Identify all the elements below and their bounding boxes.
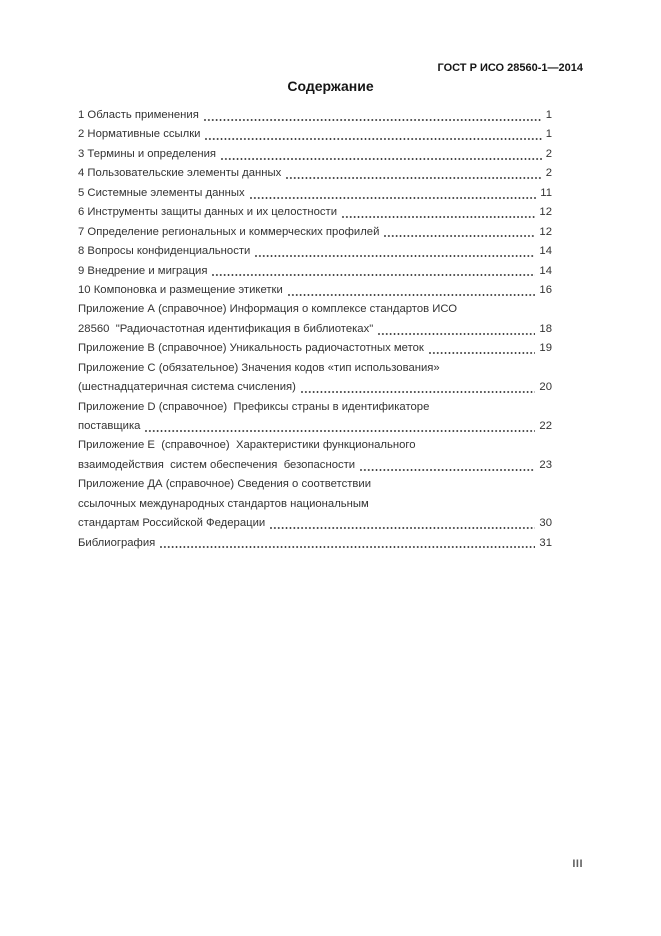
toc-entry-text: 7 Определение региональных и коммерческих профилей [78, 225, 380, 238]
toc-page-number: 2 [545, 147, 552, 160]
toc-entry [78, 300, 552, 319]
toc-entry-text: (шестнадцатеричная система счисления) [78, 381, 296, 394]
toc-leader-dots [212, 274, 535, 276]
toc-entry [78, 125, 552, 144]
toc-leader-dots [204, 119, 542, 121]
toc-entry [78, 320, 552, 339]
toc-page-number: 20 [539, 381, 552, 394]
toc-page-number: 2 [545, 167, 552, 180]
toc-page-number: 14 [539, 264, 552, 277]
toc-leader-dots [384, 235, 535, 237]
toc-entry [78, 242, 552, 261]
toc-entry [78, 417, 552, 436]
toc-entry-text: Приложение Е (справочное) Характеристики функционального [78, 439, 416, 452]
toc-leader-dots [205, 138, 541, 140]
toc-entry-text: Приложение В (справочное) Уникальность радиочастотных меток [78, 342, 424, 355]
toc-leader-dots [378, 333, 535, 335]
toc-leader-dots [255, 255, 535, 257]
toc-leader-dots [360, 469, 535, 471]
toc-entry-text: 9 Внедрение и миграция [78, 264, 208, 277]
toc-leader-dots [250, 197, 537, 199]
toc-entry [78, 184, 552, 203]
toc-page-number: 19 [539, 342, 552, 355]
toc-entry [78, 145, 552, 164]
toc-entry-text: 1 Область применения [78, 109, 199, 121]
footer-page-number: III [572, 858, 583, 870]
toc-page-number: 12 [539, 206, 552, 219]
toc-page-number: 18 [539, 322, 552, 335]
toc-page-number: 1 [545, 128, 552, 141]
toc-leader-dots [270, 527, 535, 529]
toc-entry [78, 359, 552, 378]
toc-entry [78, 106, 552, 125]
toc-page-number: 16 [539, 283, 552, 296]
toc-entry-text: Приложение А (справочное) Информация о комплексе стандартов ИСО [78, 303, 458, 316]
toc-entry-text: 3 Термины и определения [78, 147, 217, 160]
toc-entry-text: ссылочных международных стандартов национальным [78, 497, 369, 510]
toc-page-number: 23 [539, 458, 552, 471]
toc-leader-dots [286, 177, 541, 179]
toc-page-number: 31 [539, 536, 552, 549]
toc-page-number: 12 [539, 225, 552, 238]
toc-entry [78, 262, 552, 281]
toc-entry [78, 436, 552, 455]
toc-leader-dots [301, 391, 535, 393]
toc-entry-text: стандартам Российской Федерации [78, 517, 266, 530]
toc-entry-text: поставщика [78, 420, 141, 432]
toc-entry-text: 8 Вопросы конфиденциальности [78, 245, 251, 258]
toc-entry [78, 475, 552, 494]
toc-entry [78, 203, 552, 222]
toc-leader-dots [288, 294, 536, 296]
toc-entry [78, 339, 552, 358]
toc-leader-dots [160, 546, 535, 548]
toc-page-number: 22 [539, 420, 552, 432]
toc-entry [78, 378, 552, 397]
toc-entry [78, 495, 552, 514]
toc-entry [78, 164, 552, 183]
toc-list [78, 106, 552, 553]
toc-page-number: 11 [540, 186, 552, 199]
toc-entry-text: Приложение ДА (справочное) Сведения о соответствии [78, 478, 372, 491]
toc-entry-text: Библиография [78, 536, 156, 549]
toc-entry-text: 2 Нормативные ссылки [78, 128, 201, 141]
toc-leader-dots [429, 352, 536, 354]
toc-entry-text: Приложение D (справочное) Префиксы страны в идентификаторе [78, 400, 430, 413]
toc-leader-dots [221, 158, 542, 160]
toc-leader-dots [145, 430, 535, 432]
page-title: Содержание [287, 78, 374, 94]
toc-entry-text: 6 Инструменты защиты данных и их целостности [78, 206, 338, 219]
toc-page-number: 14 [539, 245, 552, 258]
toc-leader-dots [342, 216, 535, 218]
toc-entry-text: 5 Системные элементы данных [78, 186, 245, 199]
toc-entry [78, 514, 552, 533]
toc-entry [78, 281, 552, 300]
toc-entry-text: взаимодействия систем обеспечения безопасности [78, 458, 356, 471]
toc-page-number: 1 [545, 109, 552, 121]
toc-entry [78, 456, 552, 475]
standard-designation: ГОСТ Р ИСО 28560-1—2014 [437, 62, 583, 74]
toc-page-number: 30 [539, 517, 552, 530]
toc-entry [78, 534, 552, 553]
toc-entry-text: 28560 "Радиочастотная идентификация в библиотеках" [78, 322, 374, 335]
toc-entry [78, 223, 552, 242]
toc-entry-text: Приложение С (обязательное) Значения кодов «тип использования» [78, 361, 440, 374]
toc-entry [78, 398, 552, 417]
toc-entry-text: 4 Пользовательские элементы данных [78, 167, 282, 180]
toc-entry-text: 10 Компоновка и размещение этикетки [78, 283, 283, 296]
